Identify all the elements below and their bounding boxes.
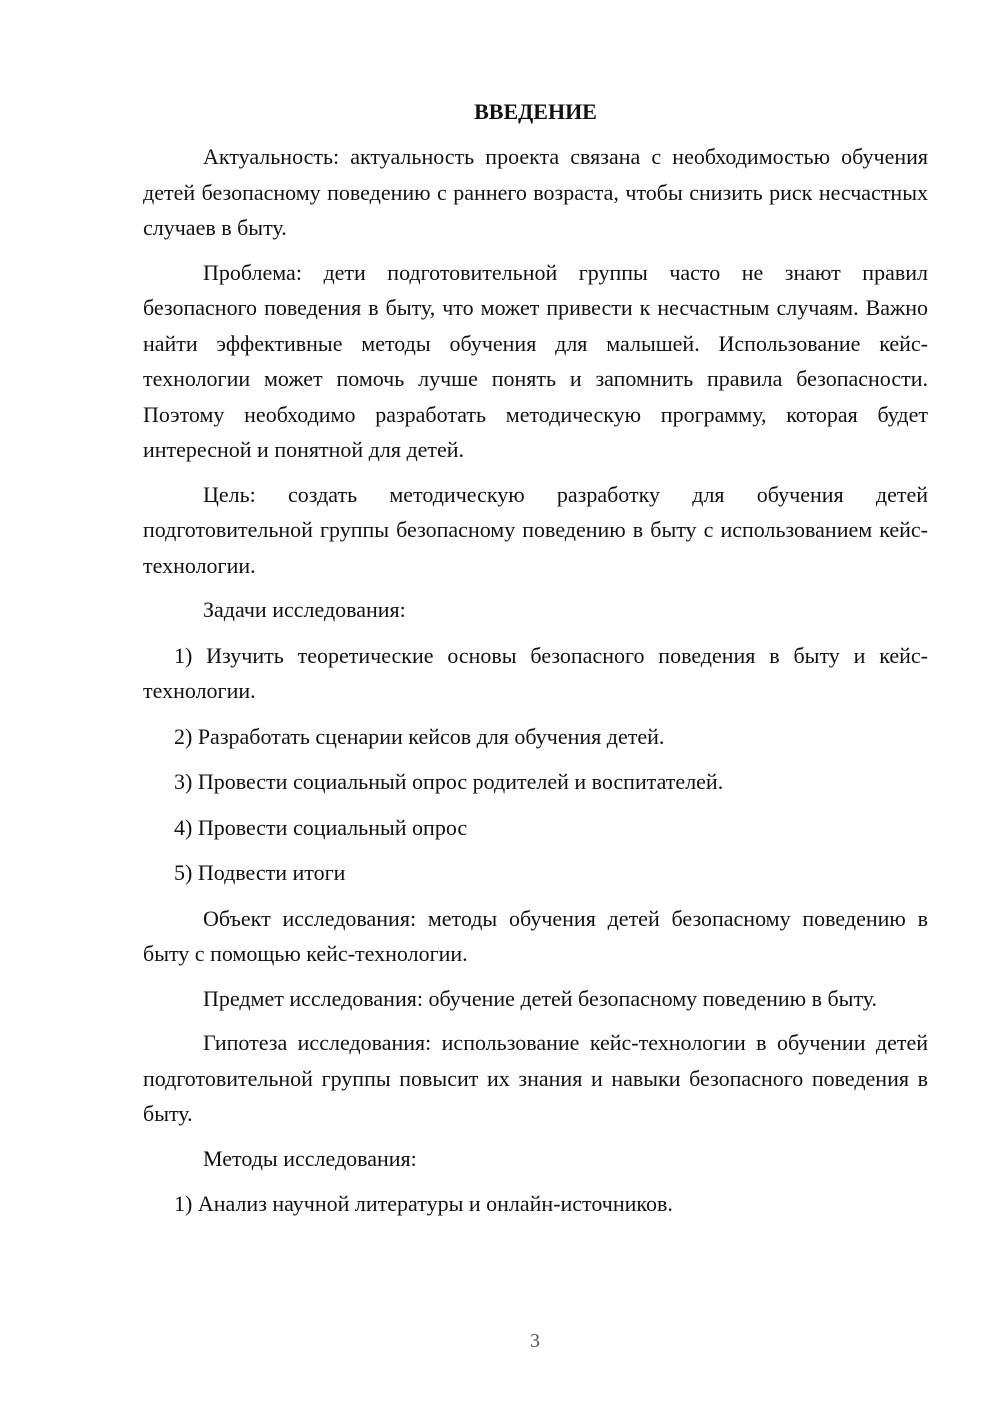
task-item: 1) Изучить теоретические основы безопасного поведения в быту и кейс-технологии. <box>143 642 928 703</box>
paragraph-hypothesis: Гипотеза исследования: использование кейс-технологии в обучении детей подготовительной группы повысит их знания и навыки безопасного поведения в быту. <box>143 1030 928 1126</box>
methods-heading: Методы исследования: <box>203 1145 417 1171</box>
page-title: ВВЕДЕНИЕ <box>474 99 597 124</box>
page-number: 3 <box>530 1330 540 1352</box>
paragraph-object: Объект исследования: методы обучения детей безопасному поведению в быту с помощью кейс-технологии. <box>143 905 928 966</box>
paragraph-relevance: Актуальность: актуальность проекта связана с необходимостью обучения детей безопасному поведению с раннего возраста, чтобы снизить риск несчастных случаев в быту. <box>143 144 928 240</box>
paragraph-problem: Проблема: дети подготовительной группы часто не знают правил безопасного поведения в быту, что может привести к несчастным случаям. Важно найти эффективные методы обучения для малышей. Использование кейс-технологии может помочь лучше понять и запомнить правила безопасности. Поэтому необходимо разработать методическую программу, которая будет интересной и понятной для детей. <box>143 259 928 462</box>
page-content <box>143 94 928 1232</box>
paragraph-subject: Предмет исследования: обучение детей безопасному поведению в быту. <box>203 985 878 1011</box>
tasks-heading: Задачи исследования: <box>203 597 406 622</box>
method-item: 1) Анализ научной литературы и онлайн-источников. <box>174 1191 673 1216</box>
task-item: 4) Провести социальный опрос <box>174 814 468 840</box>
task-item: 2) Разработать сценарии кейсов для обучения детей. <box>174 723 665 749</box>
task-item: 5) Подвести итоги <box>174 860 346 885</box>
task-item: 3) Провести социальный опрос родителей и воспитателей. <box>174 769 724 794</box>
paragraph-goal: Цель: создать методическую разработку для обучения детей подготовительной группы безопасному поведению в быту с использованием кейс-технологии. <box>143 481 928 578</box>
